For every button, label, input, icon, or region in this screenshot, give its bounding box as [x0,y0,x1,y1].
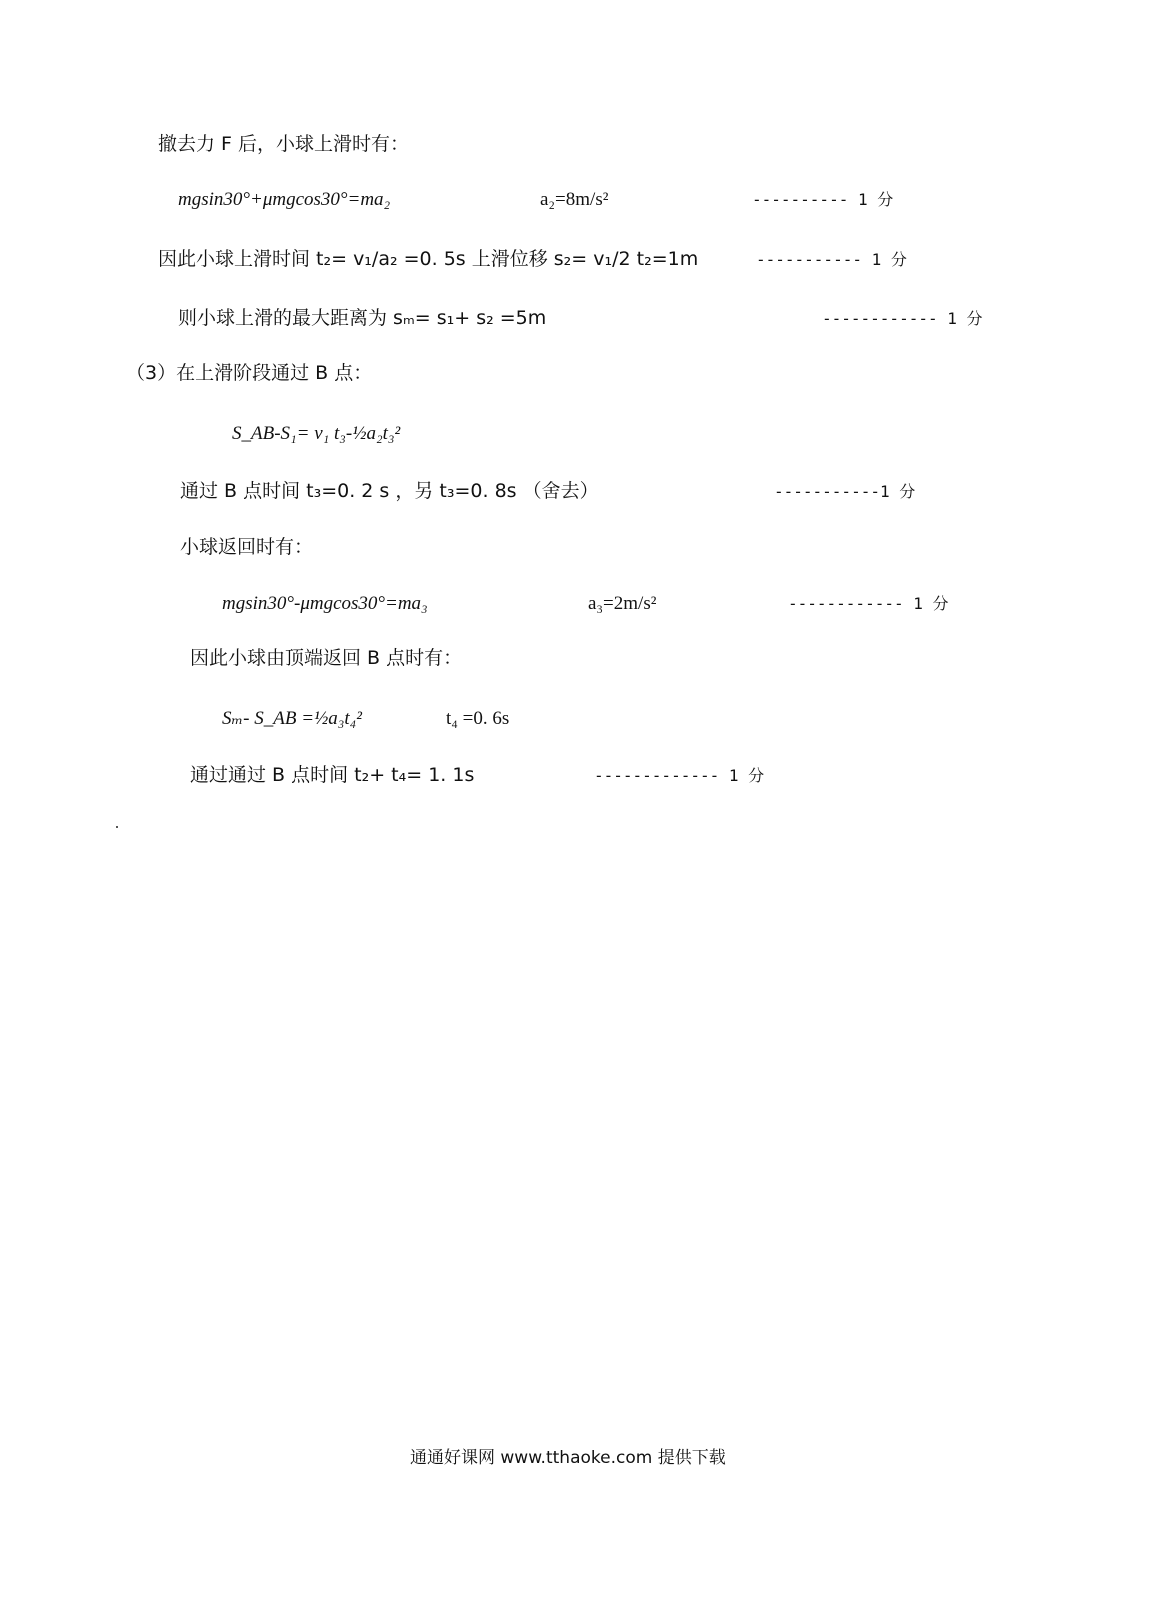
score-row-1 [752,186,893,213]
score-row-3 [822,305,983,332]
part-3-heading: （3）在上滑阶段通过 B 点： [126,362,373,384]
stray-dot [116,826,118,828]
score-row-4 [774,478,915,505]
equation-sm-sab: Sₘ- S_AB =½a₃t₄² [222,708,362,729]
score-marker-2: ----------- 1 分 [756,250,907,269]
line-4-text: 则小球上滑的最大距离为 sₘ= s₁+ s₂ =5m [178,307,547,329]
line-8-text: 小球返回时有： [180,536,314,558]
score-marker-6: ------------- 1 分 [594,766,765,785]
line-4 [178,305,546,331]
line-11-result [446,705,509,732]
equation-mgsin-plus: mgsin30°+μmgcos30°=ma₂ [178,189,391,210]
line-9-result [588,590,656,617]
line-6 [232,420,400,447]
equation-sab-s1: S_AB-S₁= v₁ t₃-½a₂t₃² [232,423,401,444]
line-8 [180,534,313,560]
line-3-text: 因此小球上滑时间 t₂= v₁/a₂ =0. 5s 上滑位移 s₂= v₁/2 t₂=1m [158,248,699,270]
line-2-equation [178,186,390,213]
line-9-equation [222,590,428,617]
line-7-text: 通过 B 点时间 t₃=0. 2 s ，另 t₃=0. 8s （舍去） [180,480,599,502]
result-a2: a₂=8m/s² [540,189,609,210]
equation-mgsin-minus: mgsin30°-μmgcos30°=ma₃ [222,593,428,614]
line-1-text: 撤去力 F 后，小球上滑时有： [158,133,410,155]
line-5 [126,360,372,386]
line-7 [180,478,599,504]
line-11-equation [222,705,362,732]
score-marker-5: ------------ 1 分 [788,594,949,613]
score-row-6 [594,762,764,789]
result-a3: a₃=2m/s² [588,593,657,614]
result-t4: t₄ =0. 6s [446,708,510,729]
line-2-result [540,186,608,213]
line-10 [190,645,462,671]
score-row-5 [788,590,949,617]
score-marker-3: ------------ 1 分 [822,309,983,328]
score-row-2 [756,246,907,273]
line-12-text: 通过通过 B 点时间 t₂+ t₄= 1. 1s [190,764,475,786]
line-1 [158,131,409,157]
score-marker-4: -----------1 分 [774,482,916,501]
line-12 [190,762,474,788]
score-marker-1: ---------- 1 分 [752,190,894,209]
line-3 [158,246,698,272]
footer-text: 通通好课网 www.tthaoke.com 提供下载 [410,1448,726,1468]
footer [410,1445,726,1471]
line-10-text: 因此小球由顶端返回 B 点时有： [190,647,463,669]
